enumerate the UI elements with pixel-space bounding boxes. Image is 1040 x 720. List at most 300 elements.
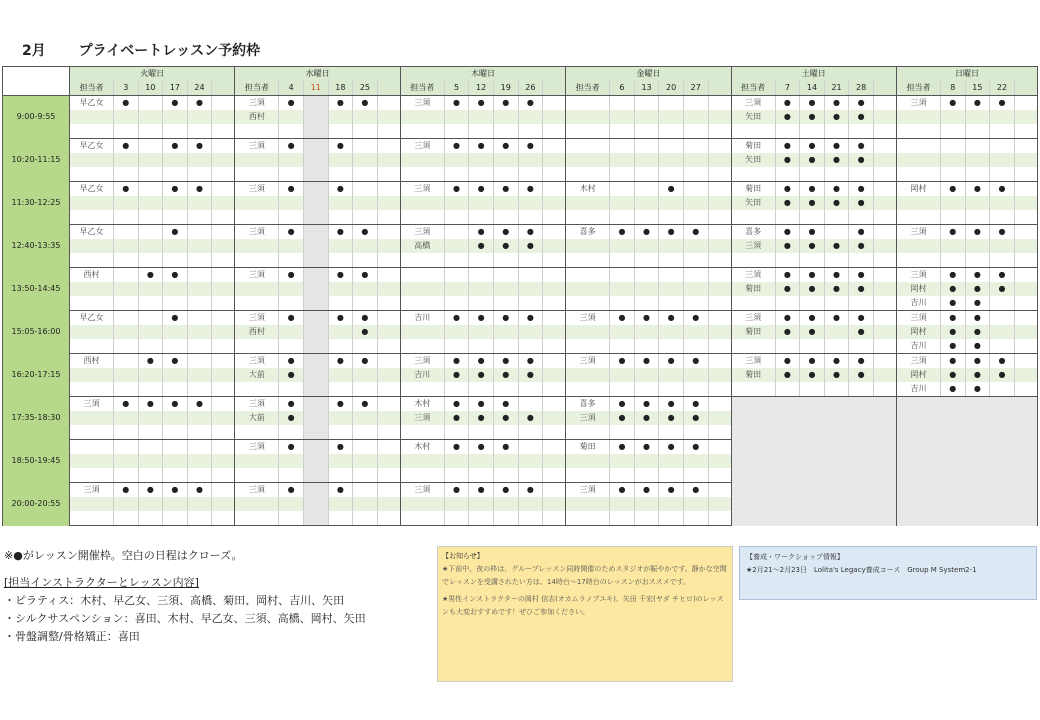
availability-dot [328, 497, 353, 511]
instructor-name [566, 497, 610, 511]
instructor-name [897, 196, 941, 210]
availability-dot: ● [849, 368, 874, 382]
date-header: 5 [444, 81, 469, 96]
availability-dot: ● [328, 139, 353, 154]
availability-dot [610, 196, 635, 210]
availability-dot [824, 253, 849, 268]
availability-dot [187, 110, 212, 124]
availability-dot [113, 296, 138, 311]
schedule-table [2, 66, 1038, 526]
instructor-name [69, 511, 113, 526]
availability-dot: ● [849, 182, 874, 197]
availability-dot [279, 124, 304, 139]
availability-dot: ● [518, 311, 543, 326]
spacer-cell [873, 253, 896, 268]
availability-dot: ● [328, 483, 353, 498]
availability-dot: ● [353, 96, 378, 111]
availability-dot: ● [113, 182, 138, 197]
spacer-cell [212, 296, 235, 311]
availability-dot [113, 497, 138, 511]
availability-dot [303, 96, 328, 111]
availability-dot: ● [634, 411, 659, 425]
availability-dot [610, 425, 635, 440]
availability-dot: ● [328, 268, 353, 283]
availability-dot [775, 296, 800, 311]
spacer-cell [1014, 81, 1037, 96]
availability-dot: ● [800, 139, 825, 154]
day-header: 日曜日 [897, 67, 1038, 82]
date-header: 20 [659, 81, 684, 96]
availability-dot [824, 296, 849, 311]
availability-dot [303, 124, 328, 139]
availability-dot [163, 196, 188, 210]
instructor-name: 西村 [235, 110, 279, 124]
availability-dot [303, 253, 328, 268]
spacer-cell [873, 110, 896, 124]
availability-dot: ● [493, 397, 518, 412]
availability-dot [303, 196, 328, 210]
availability-dot [353, 483, 378, 498]
instructor-name: 西村 [69, 354, 113, 369]
instructor-name: 三須 [400, 96, 444, 111]
closed-block [731, 397, 896, 526]
spacer-cell [543, 411, 566, 425]
spacer-cell [1014, 182, 1037, 197]
availability-dot: ● [187, 397, 212, 412]
spacer-cell [543, 339, 566, 354]
availability-dot [683, 368, 708, 382]
instructor-name [400, 454, 444, 468]
notice-paragraph-2: ★男性インストラクターの岡村 信志(オカムラノブユキ)、矢田 千宏(ヤダ チヒロ)のレッスンも大変おすすめです！ぜひご参加ください。 [442, 595, 724, 616]
availability-dot [775, 253, 800, 268]
instructor-name [235, 210, 279, 225]
availability-dot [187, 311, 212, 326]
availability-dot [279, 468, 304, 483]
instructor-name: 三須 [566, 483, 610, 498]
availability-dot: ● [940, 296, 965, 311]
availability-dot [634, 382, 659, 397]
availability-dot [163, 425, 188, 440]
availability-dot: ● [279, 182, 304, 197]
availability-dot [775, 339, 800, 354]
availability-dot: ● [849, 354, 874, 369]
availability-dot [659, 339, 684, 354]
availability-dot [493, 497, 518, 511]
availability-dot: ● [849, 268, 874, 283]
availability-dot [469, 382, 494, 397]
availability-dot [113, 382, 138, 397]
spacer-cell [377, 124, 400, 139]
availability-dot: ● [824, 368, 849, 382]
availability-dot [634, 210, 659, 225]
workshop-item: ★2月21～2月23日 Lolita's Legacy養成コース Group M System2-1 [746, 566, 977, 574]
spacer-cell [1014, 239, 1037, 253]
instructor-name [566, 454, 610, 468]
spacer-cell [708, 96, 731, 111]
availability-dot: ● [659, 411, 684, 425]
availability-dot [353, 468, 378, 483]
availability-dot [493, 454, 518, 468]
spacer-cell [543, 182, 566, 197]
availability-dot: ● [444, 311, 469, 326]
instructor-name [69, 153, 113, 167]
availability-dot [303, 440, 328, 455]
availability-dot: ● [610, 311, 635, 326]
availability-dot: ● [518, 225, 543, 240]
instructor-name [235, 425, 279, 440]
availability-dot [444, 454, 469, 468]
availability-dot [683, 110, 708, 124]
availability-dot [328, 468, 353, 483]
availability-dot: ● [353, 225, 378, 240]
availability-dot [187, 253, 212, 268]
availability-dot: ● [990, 268, 1015, 283]
availability-dot [990, 124, 1015, 139]
availability-dot: ● [469, 225, 494, 240]
availability-dot [469, 268, 494, 283]
availability-dot [303, 153, 328, 167]
closed-note: ※●がレッスン開催枠。空白の日程はクローズ。 [4, 549, 243, 562]
availability-dot [187, 339, 212, 354]
availability-dot [659, 511, 684, 526]
availability-dot [187, 440, 212, 455]
availability-dot: ● [940, 325, 965, 339]
instructor-name: 木村 [566, 182, 610, 197]
instructor-name [897, 167, 941, 182]
availability-dot [469, 425, 494, 440]
spacer-cell [212, 153, 235, 167]
availability-dot [303, 210, 328, 225]
availability-dot [163, 440, 188, 455]
availability-dot [683, 511, 708, 526]
instructor-name [235, 239, 279, 253]
availability-dot: ● [940, 225, 965, 240]
instructor-name [400, 124, 444, 139]
availability-dot [800, 382, 825, 397]
instructor-name [400, 325, 444, 339]
availability-dot: ● [683, 483, 708, 498]
availability-dot: ● [279, 268, 304, 283]
instructor-name [69, 368, 113, 382]
spacer-cell [377, 368, 400, 382]
instructor-name [235, 153, 279, 167]
availability-dot [444, 268, 469, 283]
availability-dot: ● [849, 110, 874, 124]
availability-dot [518, 210, 543, 225]
instructor-name: 大前 [235, 411, 279, 425]
availability-dot [187, 497, 212, 511]
availability-dot: ● [775, 368, 800, 382]
availability-dot [659, 239, 684, 253]
availability-dot [328, 167, 353, 182]
spacer-cell [708, 354, 731, 369]
instructor-name: 三須 [69, 397, 113, 412]
instructor-name [566, 325, 610, 339]
availability-dot [990, 153, 1015, 167]
availability-dot: ● [279, 440, 304, 455]
date-header: 21 [824, 81, 849, 96]
availability-dot [138, 124, 163, 139]
availability-dot [279, 239, 304, 253]
time-slot-label: 10:20-11:15 [3, 139, 70, 182]
spacer-cell [708, 325, 731, 339]
availability-dot [683, 139, 708, 154]
availability-dot [328, 196, 353, 210]
availability-dot: ● [634, 397, 659, 412]
availability-dot: ● [849, 325, 874, 339]
availability-dot [965, 124, 990, 139]
spacer-cell [1014, 268, 1037, 283]
availability-dot [353, 411, 378, 425]
availability-dot [279, 253, 304, 268]
availability-dot [940, 167, 965, 182]
availability-dot [303, 167, 328, 182]
date-header: 12 [469, 81, 494, 96]
availability-dot [610, 139, 635, 154]
availability-dot [279, 296, 304, 311]
availability-dot [113, 110, 138, 124]
availability-dot [683, 497, 708, 511]
availability-dot: ● [469, 411, 494, 425]
instructor-name [400, 253, 444, 268]
availability-dot [518, 339, 543, 354]
availability-dot [187, 268, 212, 283]
availability-dot: ● [683, 311, 708, 326]
availability-dot [353, 167, 378, 182]
availability-dot [824, 124, 849, 139]
availability-dot: ● [775, 153, 800, 167]
date-header: 28 [849, 81, 874, 96]
instructor-name [566, 339, 610, 354]
spacer-cell [1014, 110, 1037, 124]
spacer-cell [543, 253, 566, 268]
instructor-name [69, 411, 113, 425]
availability-dot: ● [775, 282, 800, 296]
availability-dot [138, 239, 163, 253]
availability-dot [328, 110, 353, 124]
instructor-name [897, 139, 941, 154]
availability-dot [610, 153, 635, 167]
instructor-name: 三須 [897, 225, 941, 240]
availability-dot: ● [775, 139, 800, 154]
instructor-name: 大前 [235, 368, 279, 382]
availability-dot [659, 110, 684, 124]
spacer-cell [708, 139, 731, 154]
availability-dot [610, 239, 635, 253]
availability-dot [353, 253, 378, 268]
availability-dot [303, 325, 328, 339]
availability-dot [444, 239, 469, 253]
availability-dot: ● [940, 339, 965, 354]
workshop-box [739, 546, 1037, 600]
instructor-name: 三須 [400, 354, 444, 369]
availability-dot [444, 425, 469, 440]
spacer-cell [873, 296, 896, 311]
availability-dot [990, 239, 1015, 253]
instructor-header: 担当者 [69, 81, 113, 96]
availability-dot [303, 268, 328, 283]
availability-dot [683, 239, 708, 253]
instructor-name [566, 296, 610, 311]
spacer-cell [212, 139, 235, 154]
availability-dot [634, 511, 659, 526]
instructor-name: 吉川 [400, 368, 444, 382]
spacer-cell [543, 96, 566, 111]
spacer-cell [708, 225, 731, 240]
instructor-name [566, 153, 610, 167]
spacer-cell [543, 296, 566, 311]
spacer-cell [212, 511, 235, 526]
availability-dot [518, 253, 543, 268]
availability-dot: ● [824, 110, 849, 124]
instructor-name: 高橋 [400, 239, 444, 253]
spacer-cell [708, 110, 731, 124]
availability-dot [138, 210, 163, 225]
instructor-name [731, 210, 775, 225]
availability-dot: ● [849, 139, 874, 154]
availability-dot: ● [800, 268, 825, 283]
availability-dot [659, 139, 684, 154]
spacer-cell [708, 239, 731, 253]
availability-dot: ● [965, 339, 990, 354]
spacer-cell [212, 210, 235, 225]
time-slot-label: 16:20-17:15 [3, 354, 70, 397]
instructor-name [235, 296, 279, 311]
instructor-name: 吉川 [897, 296, 941, 311]
spacer-cell [708, 497, 731, 511]
availability-dot: ● [659, 397, 684, 412]
availability-dot [940, 124, 965, 139]
spacer-cell [377, 239, 400, 253]
spacer-cell [377, 411, 400, 425]
availability-dot: ● [493, 225, 518, 240]
instructor-name [400, 210, 444, 225]
availability-dot [610, 511, 635, 526]
spacer-cell [212, 440, 235, 455]
availability-dot [634, 239, 659, 253]
availability-dot [279, 196, 304, 210]
availability-dot: ● [800, 325, 825, 339]
availability-dot [634, 339, 659, 354]
instructor-name: 菊田 [566, 440, 610, 455]
availability-dot [113, 411, 138, 425]
availability-dot [610, 382, 635, 397]
availability-dot [163, 253, 188, 268]
availability-dot: ● [990, 182, 1015, 197]
availability-dot [824, 325, 849, 339]
availability-dot [990, 110, 1015, 124]
instructor-name [897, 253, 941, 268]
availability-dot [163, 368, 188, 382]
availability-dot: ● [493, 368, 518, 382]
spacer-cell [543, 239, 566, 253]
availability-dot [683, 382, 708, 397]
spacer-cell [377, 210, 400, 225]
spacer-cell [708, 210, 731, 225]
availability-dot [138, 253, 163, 268]
spacer-cell [212, 368, 235, 382]
availability-dot [469, 167, 494, 182]
availability-dot [849, 296, 874, 311]
availability-dot: ● [683, 397, 708, 412]
spacer-cell [1014, 354, 1037, 369]
availability-dot: ● [469, 354, 494, 369]
spacer-cell [1014, 196, 1037, 210]
availability-dot [163, 339, 188, 354]
spacer-cell [1014, 225, 1037, 240]
availability-dot [659, 425, 684, 440]
availability-dot: ● [940, 182, 965, 197]
day-header: 水曜日 [235, 67, 400, 82]
availability-dot: ● [800, 354, 825, 369]
availability-dot [303, 483, 328, 498]
availability-dot [800, 296, 825, 311]
spacer-cell [212, 382, 235, 397]
spacer-cell [708, 81, 731, 96]
date-header: 7 [775, 81, 800, 96]
availability-dot [187, 167, 212, 182]
availability-dot [659, 268, 684, 283]
spacer-cell [377, 268, 400, 283]
lesson-item-silk: ・シルクサスペンション：喜田、木村、早乙女、三須、高橋、岡村、矢田 [4, 612, 366, 625]
availability-dot [163, 325, 188, 339]
instructor-name [235, 339, 279, 354]
availability-dot: ● [493, 239, 518, 253]
availability-dot [279, 339, 304, 354]
availability-dot [303, 454, 328, 468]
availability-dot [493, 296, 518, 311]
availability-dot: ● [940, 268, 965, 283]
spacer-cell [543, 196, 566, 210]
availability-dot [328, 210, 353, 225]
availability-dot [138, 282, 163, 296]
availability-dot [493, 124, 518, 139]
availability-dot: ● [610, 483, 635, 498]
availability-dot [279, 282, 304, 296]
availability-dot [138, 497, 163, 511]
availability-dot [469, 497, 494, 511]
availability-dot [353, 425, 378, 440]
availability-dot [469, 454, 494, 468]
availability-dot [610, 210, 635, 225]
instructor-name [400, 468, 444, 483]
availability-dot [659, 382, 684, 397]
availability-dot [683, 454, 708, 468]
availability-dot: ● [800, 110, 825, 124]
availability-dot [353, 511, 378, 526]
date-header: 19 [493, 81, 518, 96]
instructor-name [731, 124, 775, 139]
instructor-name: 三須 [235, 139, 279, 154]
availability-dot [303, 468, 328, 483]
availability-dot: ● [493, 139, 518, 154]
spacer-cell [212, 196, 235, 210]
availability-dot [163, 282, 188, 296]
availability-dot: ● [328, 182, 353, 197]
availability-dot: ● [849, 196, 874, 210]
availability-dot [849, 382, 874, 397]
availability-dot [683, 325, 708, 339]
availability-dot [279, 167, 304, 182]
spacer-cell [873, 339, 896, 354]
instructor-name: 菊田 [731, 139, 775, 154]
availability-dot [849, 124, 874, 139]
availability-dot [610, 96, 635, 111]
availability-dot [800, 339, 825, 354]
availability-dot: ● [493, 411, 518, 425]
availability-dot [444, 210, 469, 225]
availability-dot [113, 282, 138, 296]
